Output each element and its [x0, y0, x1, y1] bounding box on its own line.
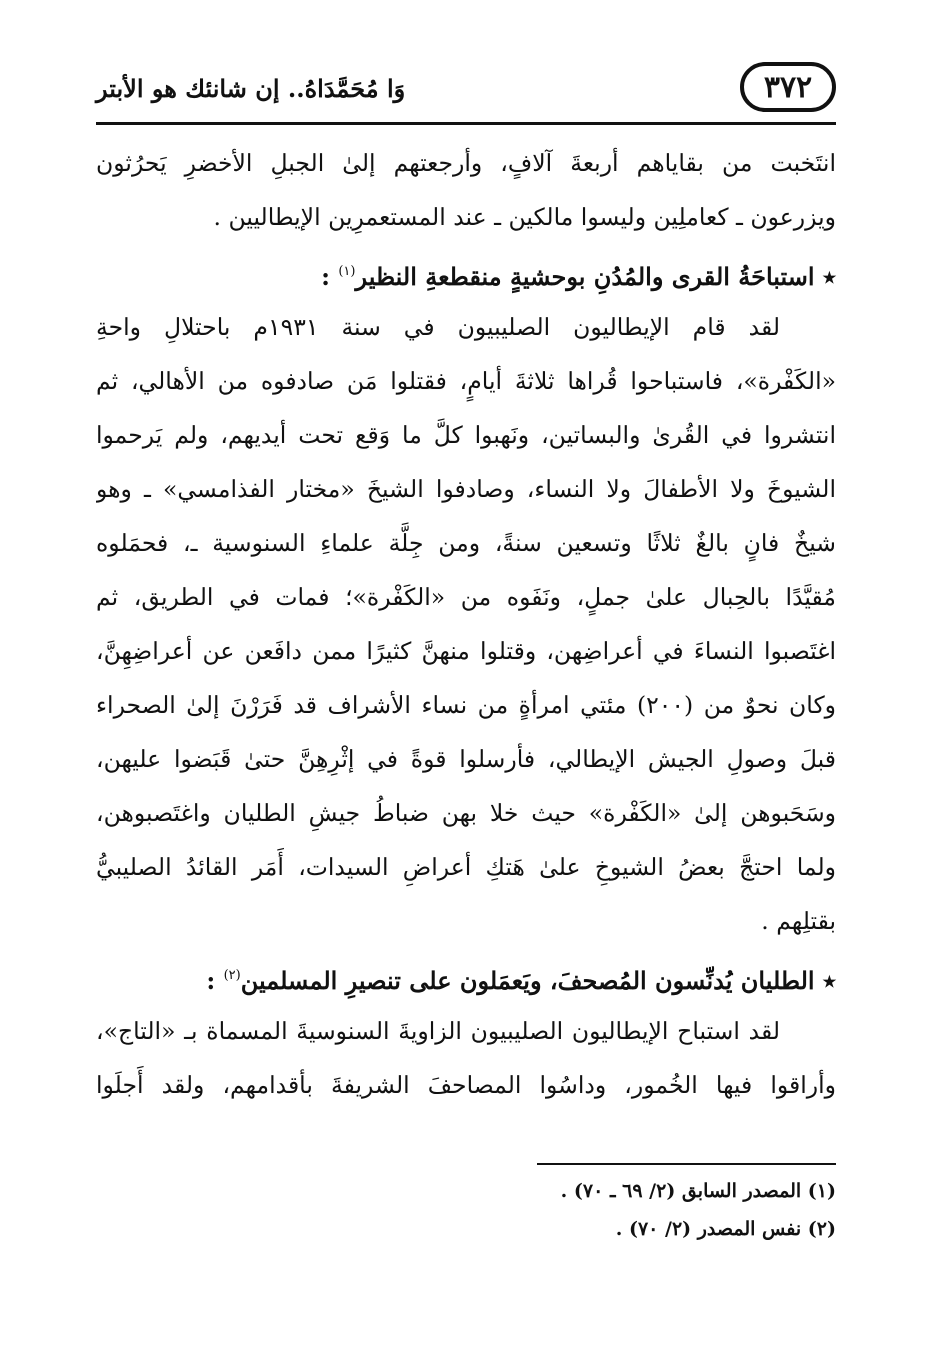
text-line: «الكَفْرة»، فاستباحوا قُراها ثلاثةَ أيامٍ، فقتلوا مَن صادفوه من الأهالي، ثم — [96, 367, 836, 395]
text-line: بقتلِهم . — [761, 907, 836, 935]
heading-text: ٭ الطليان يُدنِّسون المُصحفَ، ويَعمَلون على تنصيرِ المسلمين — [240, 966, 836, 995]
header-rule — [96, 122, 836, 125]
text-line: انتشروا في القُرىٰ والبساتين، ونَهبوا كلَّ ما وَقع تحت أيديهم، ولم يَرحموا — [96, 421, 836, 449]
page-header — [96, 58, 836, 124]
footnotes — [96, 1172, 836, 1248]
heading-text: ٭ استباحَةُ القرى والمُدُنِ بوحشيةٍ منقطعةِ النظير — [355, 262, 836, 291]
text-line: وكان نحوٌ من (٢٠٠) مئتي امرأةٍ من نساء الأشراف قد فَرَرْنَ إلىٰ الصحراء — [96, 691, 836, 719]
text-line: الشيوخَ ولا الأطفالَ ولا النساء، وصادفوا الشيخَ «مختار الفذامسي» ـ وهو — [96, 475, 836, 503]
text-line: شيخٌ فانٍ بالغٌ ثلاثًا وتسعين سنةً، ومن جِلَّة علماءِ السنوسية ـ، فحمَلوه — [96, 529, 836, 557]
text-line: وأراقوا فيها الخُمور، وداسُوا المصاحفَ الشريفةَ بأقدامهم، ولقد أَجلَوا — [96, 1071, 836, 1099]
heading-colon: : — [206, 966, 216, 995]
footnote-ref-2[interactable]: (٢) — [223, 968, 241, 983]
text-line: ويزرعون ـ كعاملِين وليسوا مالكين ـ عند المستعمرِين الإيطاليين . — [213, 203, 836, 231]
page-body — [96, 136, 836, 1112]
page-number-badge — [740, 62, 836, 112]
footnote-ref-1[interactable]: (١) — [338, 264, 356, 279]
footnote-rule — [537, 1163, 836, 1165]
footnote-1: (١) المصدر السابق (٢/ ٦٩ ـ ٧٠) . — [560, 1180, 836, 1202]
text-line: لقد قام الإيطاليون الصليبيون في سنة ١٩٣١م باحتلالِ واحةِ — [96, 313, 780, 341]
running-title: وَا مُحَمَّدَاهُ.. إن شانئك هو الأبتر — [96, 74, 406, 103]
text-line: ولما احتجَّ بعضُ الشيوخِ علىٰ هَتكِ أعراضِ السيدات، أَمَر القائدُ الصليبيُّ — [96, 853, 836, 881]
text-line: وسَحَبوهن إلىٰ «الكَفْرة» حيث خلا بهن ضباطُ جيشِ الطليان واغتَصبوهن، — [96, 799, 836, 827]
text-line: مُقيَّدًا بالحِبال علىٰ جملٍ، ونَفَوه من «الكَفْرة»؛ فمات في الطريق، ثم — [96, 583, 836, 611]
section-heading-2 — [96, 948, 836, 1004]
section-heading-1 — [96, 244, 836, 300]
text-line: اغتَصبوا النساءَ في أعراضِهن، وقتلوا منهنَّ كثيرًا ممن دافَعن عن أعراضِهِنَّ، — [96, 637, 836, 665]
page-number: ٣٧٢ — [763, 69, 813, 105]
heading-colon: : — [321, 262, 330, 291]
text-line: لقد استباح الإيطاليون الصليبيون الزاويةَ السنوسيةَ المسماة بـ «التاج»، — [96, 1017, 780, 1045]
text-line: قبلَ وصولِ الجيش الإيطالي، فأرسلوا قوةً في إثْرِهِنَّ حتىٰ قَبَضوا عليهن، — [96, 745, 836, 773]
text-line: انتَخبت من بقاياهم أربعةَ آلافٍ، وأرجعتهم إلىٰ الجبلِ الأخضرِ يَحرُثون — [96, 149, 836, 177]
footnote-2: (٢) نفس المصدر (٢/ ٧٠) . — [615, 1218, 836, 1240]
